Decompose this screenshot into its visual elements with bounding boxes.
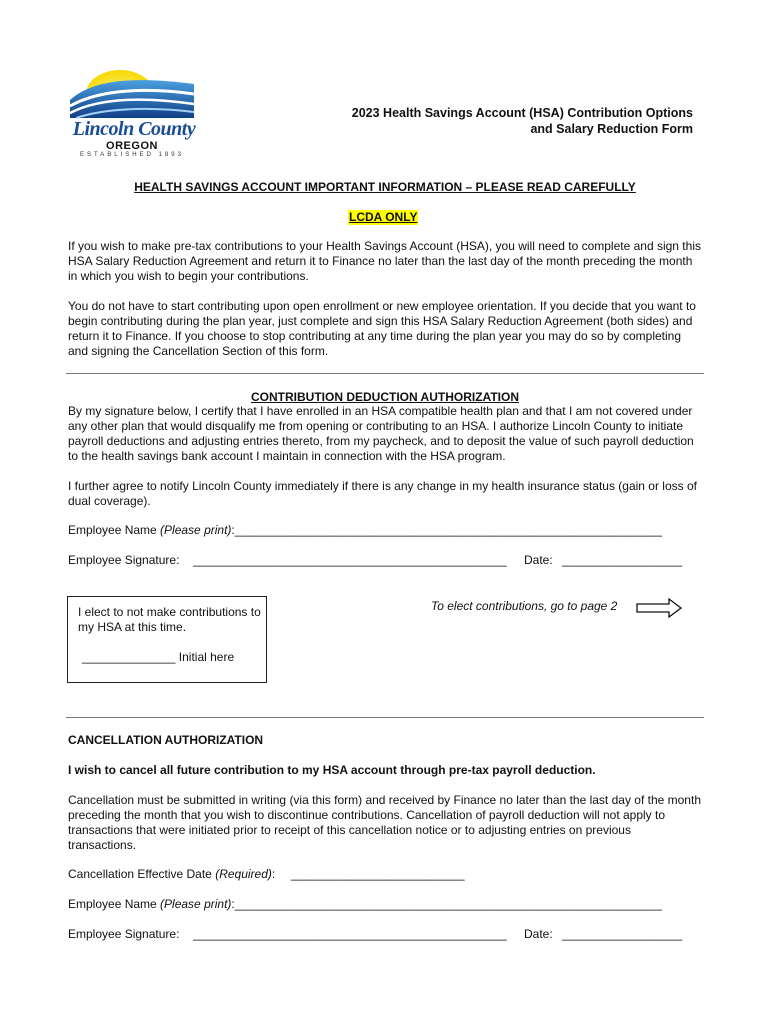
important-paragraph-1: If you wish to make pre-tax contributions to your Health Savings Account (HSA), you will need to complete and sign this HSA Salary Reduction Agreement and return it to Finance no later than the last day of the month preceding the month in which you wish to begin your contributions. [68,239,701,283]
no-contribution-text: I elect to not make contributions to my HSA at this time. [78,605,261,634]
divider [66,373,704,374]
form-title-line1: 2023 Health Savings Account (HSA) Contribution Options [351,106,693,120]
form-title [300,105,693,137]
cancellation-date-field[interactable] [68,867,275,882]
cancellation-date-label: Cancellation Effective Date [68,867,216,881]
cancel-date-label: Date: [524,927,553,941]
employee-name-field[interactable] [68,523,662,538]
initial-here-field[interactable] [82,650,234,664]
employee-name-colon: : [231,523,235,537]
employee-name-hint: (Please print) [160,523,232,537]
logo-title: Lincoln County [72,118,196,140]
employee-signature-line[interactable]: _______________________________________________ [193,553,507,567]
logo-established: ESTABLISHED 1893 [80,152,184,158]
authorization-paragraph-1: By my signature below, I certify that I have enrolled in an HSA compatible health plan and that I am not covered under any other plan that would disqualify me from opening or contributing to an HSA. I authorize Lincoln County to initiate payroll deductions and adjusting entries thereto, from my paycheck, and to deposit the value of such payroll deduction to the health savings bank account I maintain in connection with the HSA program. [68,404,694,463]
lincoln-county-logo [62,66,202,160]
cancel-employee-name-hint: (Please print) [160,897,232,911]
employee-name-label: Employee Name [68,523,161,537]
date-label: Date: [524,553,553,567]
employee-signature-field[interactable] [68,553,179,568]
authorization-paragraph-2: I further agree to notify Lincoln County immediately if there is any change in my health insurance status (gain or loss of dual coverage). [68,479,697,508]
employee-signature-label: Employee Signature: [68,553,180,567]
logo-graphic [62,66,202,126]
initial-line[interactable]: ______________ [82,650,176,664]
cancellation-paragraph: Cancellation must be submitted in writing (via this form) and received by Finance no later than the last day of the month preceding the month that you wish to discontinue contributions. Cancellation of payroll deduction will not apply to transactions that were initiated prior to receipt of this cancellation notice or to adjusting entries on previous transactions. [68,793,701,852]
authorization-heading: CONTRIBUTION DEDUCTION AUTHORIZATION [251,390,519,404]
cancel-date-line[interactable]: __________________ [562,927,683,941]
cancellation-heading: CANCELLATION AUTHORIZATION [68,733,264,747]
important-info-heading: HEALTH SAVINGS ACCOUNT IMPORTANT INFORMATION – PLEASE READ CAREFULLY [134,180,636,194]
cancel-employee-name-field[interactable] [68,897,662,912]
date-line[interactable]: __________________ [562,553,683,567]
cancellation-date-colon: : [271,867,276,881]
cancel-employee-name-line[interactable]: ________________________________________________________________ [234,897,662,911]
cancel-employee-name-colon: : [231,897,235,911]
no-contribution-box[interactable] [67,596,267,683]
initial-label: Initial here [175,650,235,664]
elect-contributions-note: To elect contributions, go to page 2 [431,599,618,613]
cancellation-date-hint: (Required) [215,867,272,881]
lcda-only-badge: LCDA ONLY [349,210,418,224]
form-title-line2: and Salary Reduction Form [530,122,693,136]
logo-state: OREGON [106,140,158,152]
cancel-employee-name-label: Employee Name [68,897,161,911]
employee-name-line[interactable]: ________________________________________________________________ [234,523,662,537]
divider [66,717,704,718]
cancel-employee-signature-line[interactable]: _______________________________________________ [193,927,507,941]
arrow-right-icon [636,598,682,618]
cancel-employee-signature-label: Employee Signature: [68,927,180,941]
cancellation-statement: I wish to cancel all future contribution to my HSA account through pre-tax payroll deduction. [68,763,596,777]
cancellation-date-line[interactable]: __________________________ [291,867,465,881]
important-paragraph-2: You do not have to start contributing upon open enrollment or new employee orientation. If you decide that you want to begin contributing during the plan year, just complete and sign this HSA Salary Reduction Agreement (both sides) and return it to Finance. If you choose to stop contributing at any time during the plan year you may do so by completing and signing the Cancellation Section of this form. [68,299,696,358]
